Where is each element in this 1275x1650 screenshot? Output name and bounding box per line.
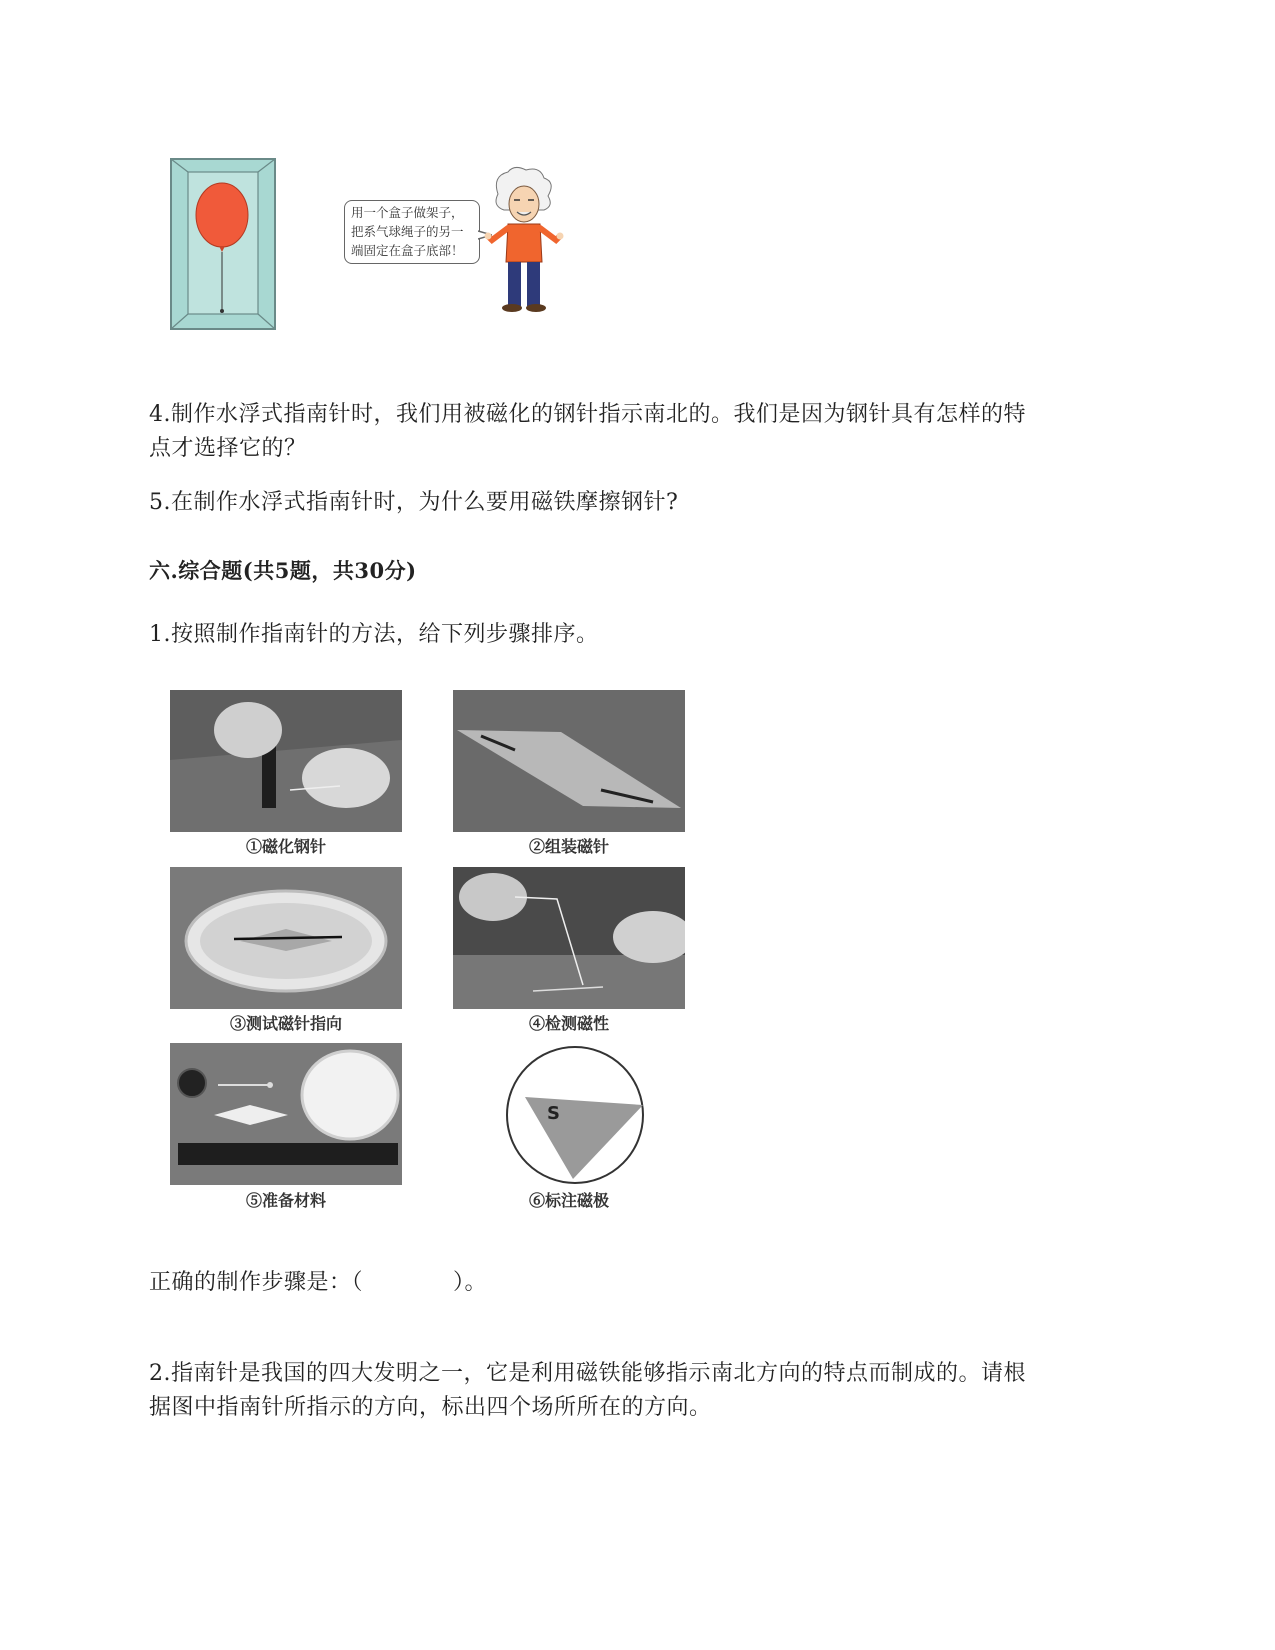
section-title: 六.综合题(共5题，共30分) — [149, 558, 417, 583]
question-line: 点才选择它的？ — [149, 436, 307, 461]
caption-step-4: ④检测磁性 — [528, 1014, 609, 1033]
question-line: 据图中指南针所指示的方向，标出四个场所所在的方向。 — [149, 1395, 712, 1420]
answer-line: 正确的制作步骤是：（ ）。 — [149, 1270, 488, 1295]
photo-assemble-needle — [453, 690, 685, 832]
photo-mark-poles — [453, 1043, 685, 1185]
photo-prepare-materials — [170, 1043, 402, 1185]
speech-line: 端固定在盒子底部！ — [351, 243, 464, 258]
question-5 — [149, 486, 1109, 520]
question-line: 4.制作水浮式指南针时，我们用被磁化的钢针指示南北的。我们是因为钢针具有怎样的特 — [149, 402, 1026, 427]
caption-step-1: ①磁化钢针 — [245, 837, 326, 856]
svg-text:S: S — [547, 1103, 560, 1124]
speech-line: 用一个盒子做架子， — [351, 205, 464, 220]
photo-magnetize-needle — [170, 690, 402, 832]
balloon-box-illustration — [170, 158, 276, 330]
speech-bubble — [344, 200, 480, 264]
caption-step-3: ③测试磁针指向 — [229, 1014, 342, 1033]
caption-step-5: ⑤准备材料 — [245, 1191, 326, 1210]
question-6-2 — [149, 1357, 1109, 1425]
caption-step-2: ②组装磁针 — [528, 837, 609, 856]
photo-check-magnetism — [453, 867, 685, 1009]
question-4 — [149, 398, 1109, 466]
question-6-1: 1.按照制作指南针的方法，给下列步骤排序。 — [149, 622, 599, 647]
speech-line: 把系气球绳子的另一 — [351, 224, 464, 239]
photo-test-direction — [170, 867, 402, 1009]
question-line: 2.指南针是我国的四大发明之一，它是利用磁铁能够指示南北方向的特点而制成的。请根 — [149, 1361, 1026, 1386]
scientist-cartoon — [484, 166, 564, 316]
caption-step-6: ⑥标注磁极 — [528, 1191, 609, 1210]
question-line: 5.在制作水浮式指南针时，为什么要用磁铁摩擦钢针? — [149, 490, 679, 515]
